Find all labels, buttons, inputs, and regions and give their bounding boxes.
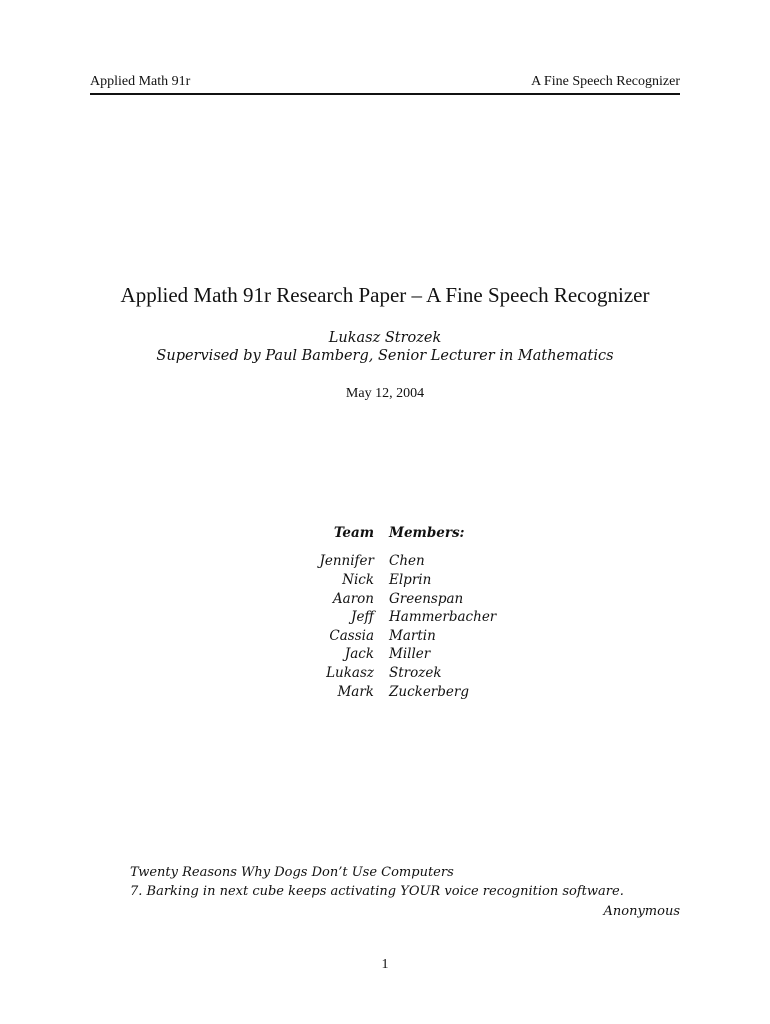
team-member-row	[0, 628, 770, 646]
epigraph	[130, 863, 680, 921]
team-heading-last: Members:	[389, 525, 465, 541]
team-member-row	[0, 646, 770, 664]
team-member-row	[0, 572, 770, 590]
member-first-name: Jack	[344, 646, 374, 662]
team-member-row	[0, 591, 770, 609]
member-first-name: Nick	[342, 572, 374, 588]
epigraph-heading: Twenty Reasons Why Dogs Don’t Use Computers	[130, 865, 454, 880]
member-last-name: Miller	[389, 646, 431, 662]
member-last-name: Elprin	[389, 572, 432, 588]
team-heading-first: Team	[333, 525, 374, 541]
member-first-name: Jennifer	[319, 553, 374, 569]
member-first-name: Cassia	[329, 628, 374, 644]
team-table-header	[0, 525, 770, 545]
member-first-name: Aaron	[332, 591, 374, 607]
epigraph-attribution: Anonymous	[603, 904, 680, 919]
member-first-name: Mark	[337, 684, 374, 700]
running-header	[90, 73, 680, 95]
paper-title: Applied Math 91r Research Paper – A Fine Speech Recognizer	[120, 283, 650, 307]
author-name: Lukasz Strozek	[328, 330, 442, 346]
member-last-name: Hammerbacher	[389, 609, 497, 625]
member-last-name: Greenspan	[389, 591, 464, 607]
member-last-name: Zuckerberg	[389, 684, 469, 700]
team-member-row	[0, 609, 770, 627]
paper-date: May 12, 2004	[345, 386, 425, 401]
member-first-name: Lukasz	[326, 665, 374, 681]
member-last-name: Chen	[389, 553, 425, 569]
supervisor-line: Supervised by Paul Bamberg, Senior Lecturer in Mathematics	[156, 348, 614, 364]
page-number: 1	[381, 957, 389, 972]
team-member-row	[0, 684, 770, 702]
team-member-row	[0, 553, 770, 571]
epigraph-quote: 7. Barking in next cube keeps activating YOUR voice recognition software.	[130, 884, 624, 899]
team-member-row	[0, 665, 770, 683]
member-last-name: Martin	[389, 628, 436, 644]
header-short-title: A Fine Speech Recognizer	[531, 74, 680, 89]
header-course: Applied Math 91r	[90, 74, 191, 89]
member-first-name: Jeff	[351, 609, 374, 625]
member-last-name: Strozek	[389, 665, 442, 681]
